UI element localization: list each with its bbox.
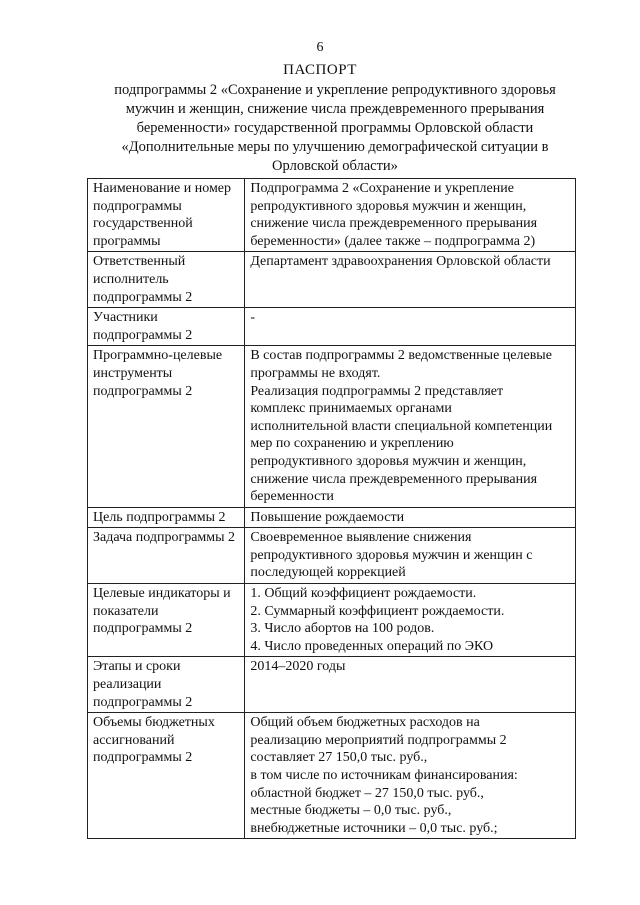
table-row [88, 713, 576, 839]
subtitle-line: Орловской области» [272, 158, 398, 174]
row-value-line: В состав подпрограммы 2 ведомственные целевые [250, 348, 552, 364]
row-value-line: комплекс принимаемых органами [250, 401, 452, 417]
row-value-line: беременности [250, 489, 334, 505]
row-label-line: Этапы и сроки [93, 659, 181, 675]
row-label-line: реализации [93, 677, 162, 693]
row-label-cell [88, 252, 245, 308]
row-value-line: снижение числа преждевременного прерывания [250, 471, 538, 487]
row-label-line: исполнитель [93, 271, 169, 287]
table-row [88, 252, 576, 308]
row-value-line: внебюджетные источники – 0,0 тыс. руб.; [250, 820, 498, 836]
row-value-cell [245, 507, 576, 528]
row-label-cell [88, 308, 245, 346]
table-row [88, 584, 576, 657]
row-label-line: подпрограммы 2 [93, 289, 193, 305]
row-label-line: Целевые индикаторы и [93, 586, 231, 602]
row-label-line: подпрограммы 2 [93, 694, 193, 710]
row-value-line: реализацию мероприятий подпрограммы 2 [250, 732, 507, 748]
row-value-line: мер по сохранению и укреплению [250, 436, 454, 452]
row-label-line: ассигнований [93, 732, 175, 748]
row-value-line: репродуктивного здоровья мужчин и женщин с [250, 547, 533, 563]
row-label-cell [88, 179, 245, 252]
row-label-line: Объемы бюджетных [93, 715, 215, 731]
row-label-line: подпрограммы 2 [93, 750, 193, 766]
table-row [88, 346, 576, 507]
row-value-line: 2014–2020 годы [250, 659, 346, 675]
row-label-line: Задача подпрограммы 2 [93, 530, 236, 546]
subtitle-line: беременности» государственной программы Орловской области [136, 120, 534, 136]
row-value-cell [245, 252, 576, 308]
row-value-line: Департамент здравоохранения Орловской области [250, 254, 551, 270]
row-value-cell [245, 584, 576, 657]
row-value-cell [245, 713, 576, 839]
row-label-line: Ответственный [93, 254, 186, 270]
table-row [88, 657, 576, 713]
row-value-line: Повышение рождаемости [250, 509, 405, 525]
row-value-line: в том числе по источникам финансирования: [250, 768, 518, 783]
row-value-line: снижение числа преждевременного прерывания [250, 216, 538, 232]
row-value-line: беременности» (далее также – подпрограмма 2) [250, 233, 536, 249]
row-value-line: репродуктивного здоровья мужчин и женщин, [250, 453, 527, 469]
row-value-line: репродуктивного здоровья мужчин и женщин, [250, 198, 527, 214]
row-label-line: программы [93, 233, 161, 249]
table-row [88, 528, 576, 584]
row-value-line: 1. Общий коэффициент рождаемости. [250, 586, 477, 602]
row-value-line: местные бюджеты – 0,0 тыс. руб., [250, 803, 452, 819]
row-label-line: Цель подпрограммы 2 [93, 509, 226, 525]
row-label-line: подпрограммы [93, 198, 182, 214]
row-value-line: Подпрограмма 2 «Сохранение и укрепление [250, 181, 514, 196]
row-label-line: Программно-целевые [93, 348, 223, 364]
subtitle-line: подпрограммы 2 «Сохранение и укрепление репродуктивного здоровья [114, 82, 556, 98]
row-value-line: Своевременное выявление снижения [250, 530, 472, 546]
row-label-cell [88, 528, 245, 584]
row-label-line: государственной [93, 216, 193, 232]
row-label-line: подпрограммы 2 [93, 327, 193, 343]
row-value-line: исполнительной власти специальной компетенции [250, 418, 553, 434]
table-row [88, 308, 576, 346]
row-label-line: подпрограммы 2 [93, 383, 193, 399]
row-value-line: 4. Число проведенных операций по ЭКО [250, 638, 494, 654]
passport-table [87, 178, 576, 839]
row-value-line: Реализация подпрограммы 2 представляет [250, 383, 504, 399]
row-label-cell [88, 507, 245, 528]
row-label-line: подпрограммы 2 [93, 621, 193, 637]
row-label-cell [88, 346, 245, 507]
table-row [88, 179, 576, 252]
row-value-cell [245, 657, 576, 713]
row-label-cell [88, 713, 245, 839]
table-row [88, 507, 576, 528]
subtitle-line: мужчин и женщин, снижение числа преждевременного прерывания [125, 101, 545, 117]
row-value-line: областной бюджет – 27 150,0 тыс. руб., [250, 785, 484, 801]
row-label-line: инструменты [93, 365, 173, 381]
document-subtitle [100, 81, 570, 176]
row-value-line: 3. Число абортов на 100 родов. [250, 621, 435, 637]
row-value-line: программы не входят. [250, 365, 381, 381]
row-label-line: Участники [93, 310, 158, 326]
row-label-line: показатели [93, 603, 159, 619]
row-value-line: Общий объем бюджетных расходов на [250, 715, 480, 731]
row-value-line: последующей коррекцией [250, 565, 406, 581]
document-heading: ПАСПОРТ [283, 62, 357, 78]
row-value-line: составляет 27 150,0 тыс. руб., [250, 750, 428, 766]
page-number: 6 [316, 40, 324, 55]
row-value-line: 2. Суммарный коэффициент рождаемости. [250, 603, 505, 619]
row-value-line: - [250, 310, 255, 326]
row-value-cell [245, 308, 576, 346]
row-label-cell [88, 584, 245, 657]
row-value-cell [245, 179, 576, 252]
subtitle-line: «Дополнительные меры по улучшению демографической ситуации в [121, 139, 549, 155]
row-label-line: Наименование и номер [93, 181, 232, 196]
row-label-cell [88, 657, 245, 713]
row-value-cell [245, 528, 576, 584]
row-value-cell [245, 346, 576, 507]
